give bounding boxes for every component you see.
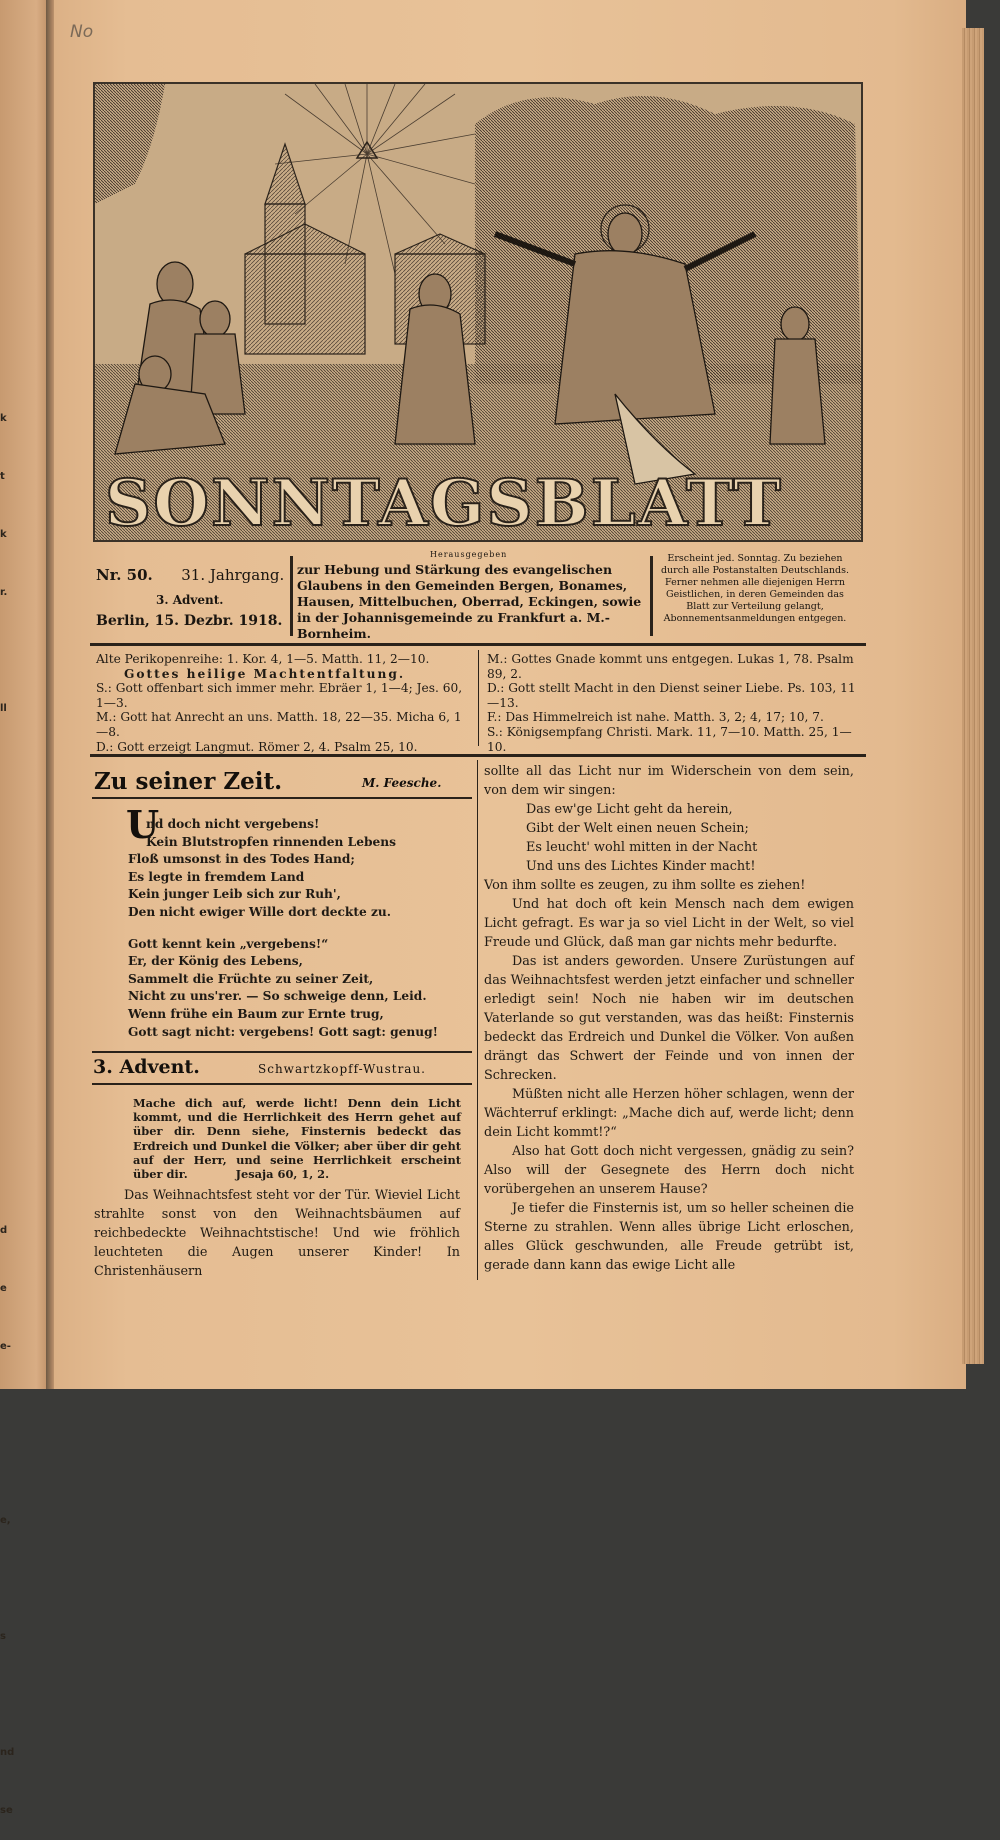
- poem-line: Sammelt die Früchte zu seiner Zeit,: [128, 971, 374, 986]
- paragraph: Und hat doch oft kein Mensch nach dem ewigen Licht gefragt. Es war ja so viel Licht in der Welt, so viel Freude und Glück, daß man gar nichts mehr bedurfte.: [484, 897, 854, 950]
- poem-line: nd doch nicht vergebens!: [146, 817, 320, 831]
- advent-author: Schwartzkopff-Wustrau.: [258, 1062, 426, 1076]
- verse-line: Das ew'ge Licht geht da herein,: [526, 802, 733, 817]
- rule-above-advent: [92, 1051, 472, 1053]
- advent-body: [94, 1186, 460, 1281]
- reading-entry: Alte Perikopenreihe: 1. Kor. 4, 1—5. Matth. 11, 2—10.: [96, 652, 430, 666]
- poem-author: M. Feesche.: [362, 776, 442, 790]
- poem-line: Kein Blutstropfen rinnenden Lebens: [146, 834, 396, 849]
- imprint-divider-right: [650, 556, 653, 636]
- advent-rule: [92, 1083, 472, 1085]
- reading-entry: M.: Gott hat Anrecht an uns. Matth. 18, 22—35. Micha 6, 1—8.: [96, 710, 462, 739]
- poem-line: Nicht zu uns'rer. — So schweige denn, Leid.: [128, 989, 427, 1004]
- verse-line: Gibt der Welt einen neuen Schein;: [526, 821, 749, 836]
- paragraph: Also hat Gott doch nicht vergessen, gnädig zu sein? Also will der Gesegnete des Herrn doch nicht vorübergehen an unserem Hause?: [484, 1144, 854, 1197]
- reading-entry: D.: Gott erzeigt Langmut. Römer 2, 4. Psalm 25, 10.: [96, 739, 418, 754]
- issue-line: [96, 566, 284, 584]
- paragraph: Das ist anders geworden. Unsere Zurüstungen auf das Weihnachtsfest werden jetzt einfacher und schneller erledigt sein! Noch nie haben wir im deutschen Vaterlande so gut verstanden, was das heißt: Finsternis bedeckt das Erdreich und Dunkel die Völker. Von außen drängt das Schwert der Feinde und von innen der Schrecken.: [484, 954, 854, 1083]
- reading-entry: S.: Gott offenbart sich immer mehr. Ebräer 1, 1—4; Jes. 60, 1—3.: [96, 681, 463, 710]
- advent-quote: [133, 1096, 461, 1181]
- rule-under-readings: [90, 754, 866, 757]
- reading-entry: S.: Königsempfang Christi. Mark. 11, 7—10. Matth. 25, 1—10.: [487, 724, 852, 754]
- publisher-caption: Herausgegeben: [430, 550, 508, 559]
- place-date: Berlin, 15. Dezbr. 1918.: [96, 613, 283, 629]
- poem-line: Den nicht ewiger Wille dort deckte zu.: [128, 904, 391, 919]
- advent-paragraph: Das Weihnachtsfest steht vor der Tür. Wieviel Licht strahlte sonst von den Weihnachtsbäumen auf reichbedeckte Weihnachtstische! Und wie fröhlich leuchteten die Augen unserer Kinder! In Christenhäusern: [94, 1188, 460, 1279]
- poem-line: Floß umsonst in des Todes Hand;: [128, 852, 355, 867]
- page-corner-mark: No: [70, 22, 94, 42]
- issue-sunday: 3. Advent.: [156, 593, 224, 607]
- poem-line: Gott sagt nicht: vergebens! Gott sagt: genug!: [128, 1024, 439, 1039]
- imprint-divider-left: [290, 556, 293, 636]
- poem-dropcap: U: [126, 802, 160, 847]
- verse-line: Es leucht' wohl mitten in der Nacht: [526, 840, 758, 855]
- advent-title: 3. Advent.: [93, 1056, 200, 1078]
- reading-entry: D.: Gott stellt Macht in den Dienst seiner Liebe. Ps. 103, 11—13.: [487, 681, 856, 710]
- right-column: [484, 762, 854, 1275]
- readings-divider: [478, 650, 479, 746]
- poem-line: Wenn frühe ein Baum zur Ernte trug,: [128, 1006, 384, 1021]
- verse-line: Und uns des Lichtes Kinder macht!: [526, 859, 756, 874]
- left-page-fragments: k t k r. ll d e e- e, s nd se: [0, 413, 15, 1816]
- quote-reference: Jesaja 60, 1, 2.: [235, 1167, 330, 1182]
- poem-line: Gott kennt kein „vergebens!“: [128, 936, 329, 951]
- volume: 31. Jahrgang.: [181, 566, 285, 584]
- issue-number: Nr. 50.: [96, 566, 153, 584]
- readings-right: [487, 652, 859, 754]
- poem-line: Kein junger Leib sich zur Ruh',: [128, 887, 341, 902]
- poem-title: Zu seiner Zeit.: [94, 768, 283, 795]
- paragraph: Von ihm sollte es zeugen, zu ihm sollte es ziehen!: [484, 878, 806, 893]
- paragraph: Je tiefer die Finsternis ist, um so heller scheinen die Sterne zu strahlen. Wenn alles übrige Licht erloschen, alles Glück geschwunden, alle Freude getrübt ist, gerade dann kann das ewige Licht alle: [484, 1201, 854, 1273]
- subscription-notice: Erscheint jed. Sonntag. Zu beziehen durch alle Postanstalten Deutschlands. Ferner nehmen alle diejenigen Herrn Geistlichen, in deren Gemeinden das Blatt zur Verteilung gelangt, Abonnementsanmeldungen entgegen.: [660, 553, 850, 624]
- publisher-text: zur Hebung und Stärkung des evangelischen Glaubens in den Gemeinden Bergen, Bonames, Hausen, Mittelbuchen, Oberrad, Eckingen, sowie in der Johannisgemeinde zu Frankfurt a. M.-Bornheim.: [297, 562, 642, 641]
- reading-entry: M.: Gottes Gnade kommt uns entgegen. Lukas 1, 78. Psalm 89, 2.: [487, 652, 854, 681]
- rule-under-imprint: [90, 643, 866, 646]
- reading-entry: F.: Das Himmelreich ist nahe. Matth. 3, 2; 4, 17; 10, 7.: [487, 710, 824, 725]
- poem-rule: [92, 797, 472, 799]
- column-divider: [477, 760, 478, 1280]
- page-stack-edge: [962, 28, 984, 1364]
- masthead-illustration: [93, 82, 863, 542]
- poem-line: Er, der König des Lebens,: [128, 954, 303, 969]
- poem-line: Es legte in fremdem Land: [128, 869, 305, 884]
- readings-left: [96, 652, 472, 754]
- paragraph: sollte all das Licht nur im Widerschein von dem sein, von dem wir singen:: [484, 764, 854, 798]
- reading-theme: Gottes heilige Machtentfaltung.: [124, 666, 406, 681]
- quote-text: Mache dich auf, werde licht! Denn dein Licht kommt, und die Herrlichkeit des Herrn gehet auf über dir. Denn siehe, Finsternis bedeckt das Erdreich und Dunkel die Völker; aber über dir geht auf der Herr, und seine Herrlichkeit erscheint über dir.: [133, 1096, 461, 1182]
- masthead-title: SONNTAGSBLATT: [105, 466, 783, 541]
- poem-body: [128, 816, 468, 1041]
- paragraph: Müßten nicht alle Herzen höher schlagen, wenn der Wächterruf erklingt: „Mache dich auf, werde licht; denn dein Licht kommt!?“: [484, 1087, 854, 1140]
